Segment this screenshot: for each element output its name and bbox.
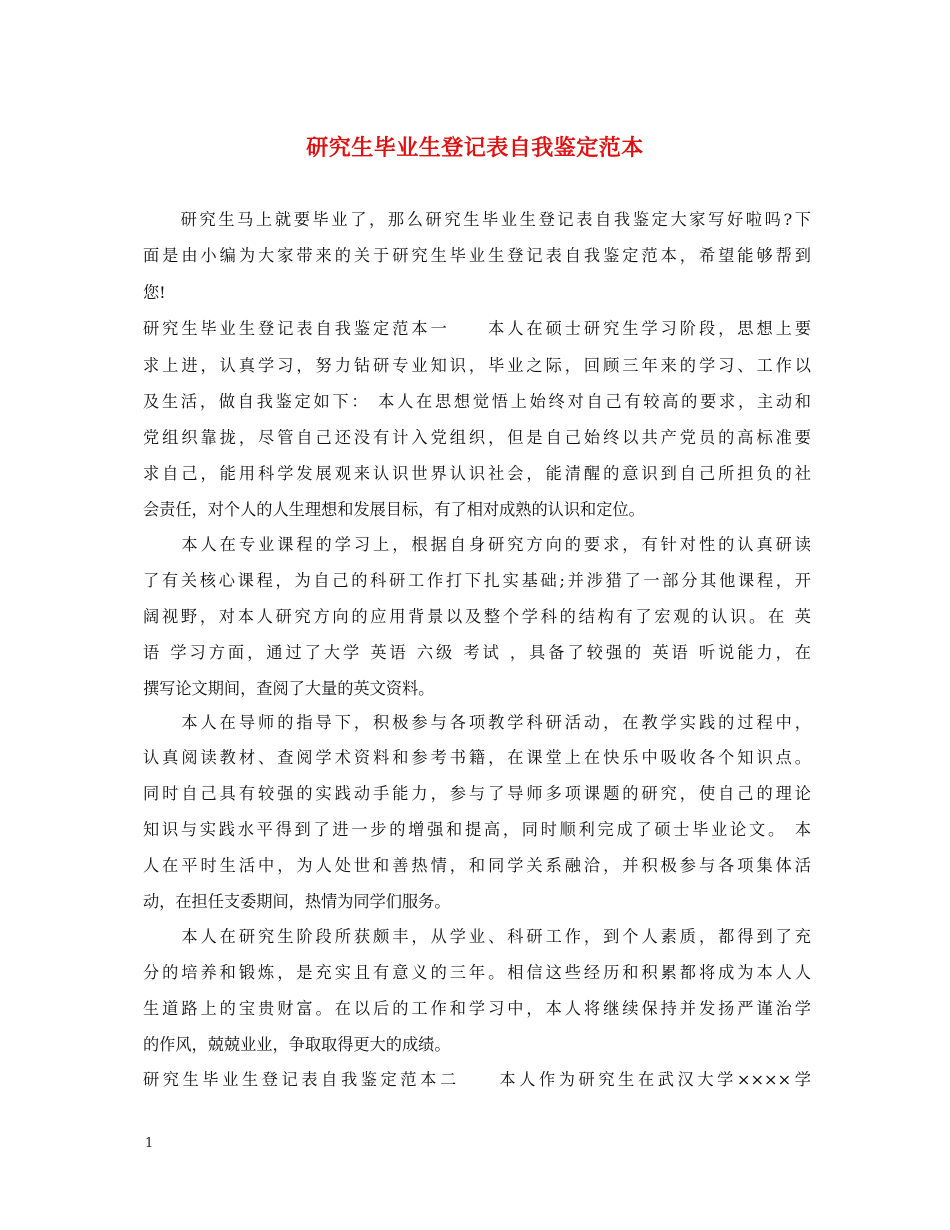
document-title: 研究生毕业生登记表自我鉴定范本 (306, 135, 644, 161)
body-line: 研究生毕业生登记表自我鉴定范本一 本人在硕士研究生学习阶段，思想上要 (143, 319, 811, 338)
body-line: 认真阅读教材、查阅学术资料和参考书籍，在课堂上在快乐中吸收各个知识点。 (143, 748, 811, 767)
body-line: 同时自己具有较强的实践动手能力，参与了导师多项课题的研究，使自己的理论 (143, 784, 811, 803)
body-line: 了有关核心课程，为自己的科研工作打下扎实基础;并涉猎了一部分其他课程，开 (143, 571, 811, 590)
body-line: 本人在专业课程的学习上，根据自身研究方向的要求，有针对性的认真研读 (143, 535, 811, 554)
body-line: 求自己，能用科学发展观来认识世界认识社会，能清醒的意识到自己所担负的社 (143, 464, 811, 483)
body-line: 撰写论文期间，查阅了大量的英文资料。 (143, 679, 435, 698)
body-line: 研究生马上就要毕业了，那么研究生毕业生登记表自我鉴定大家写好啦吗?下 (143, 210, 811, 229)
body-line: 研究生毕业生登记表自我鉴定范本二 本人作为研究生在武汉大学××××学 (143, 1070, 811, 1089)
body-line: 动，在担任支委期间，热情为同学们服务。 (143, 892, 451, 911)
body-line: 分的培养和锻炼，是充实且有意义的三年。相信这些经历和积累都将成为本人人 (143, 963, 811, 982)
body-line: 党组织靠拢，尽管自己还没有计入党组织，但是自己始终以共产党员的高标准要 (143, 428, 811, 447)
body-line: 语 学习方面，通过了大学 英语 六级 考试 ，具备了较强的 英语 听说能力，在 (143, 643, 811, 662)
body-line: 生道路上的宝贵财富。在以后的工作和学习中，本人将继续保持并发扬严谨治学 (143, 999, 811, 1018)
body-line: 会责任，对个人的人生理想和发展目标，有了相对成熟的认识和定位。 (143, 500, 645, 519)
body-line: 面是由小编为大家带来的关于研究生毕业生登记表自我鉴定范本，希望能够帮到 (143, 246, 811, 265)
body-line: 求上进，认真学习，努力钻研专业知识，毕业之际，回顾三年来的学习、工作以 (143, 356, 811, 375)
page-number: 1 (145, 1136, 154, 1151)
body-line: 阔视野，对本人研究方向的应用背景以及整个学科的结构有了宏观的认识。在 英 (143, 607, 811, 626)
body-line: 人在平时生活中，为人处世和善热情，和同学关系融洽，并积极参与各项集体活 (143, 856, 811, 875)
body-line: 知识与实践水平得到了进一步的增强和提高，同时顺利完成了硕士毕业论文。 本 (143, 820, 811, 839)
body-line: 您! (143, 283, 166, 302)
body-line: 本人在研究生阶段所获颇丰，从学业、科研工作，到个人素质，都得到了充 (143, 927, 811, 946)
body-line: 的作风，兢兢业业，争取取得更大的成绩。 (143, 1035, 451, 1054)
body-line: 及生活，做自我鉴定如下： 本人在思想觉悟上始终对自己有较高的要求，主动和 (143, 392, 811, 411)
body-line: 本人在导师的指导下，积极参与各项教学科研活动，在教学实践的过程中， (143, 713, 811, 732)
